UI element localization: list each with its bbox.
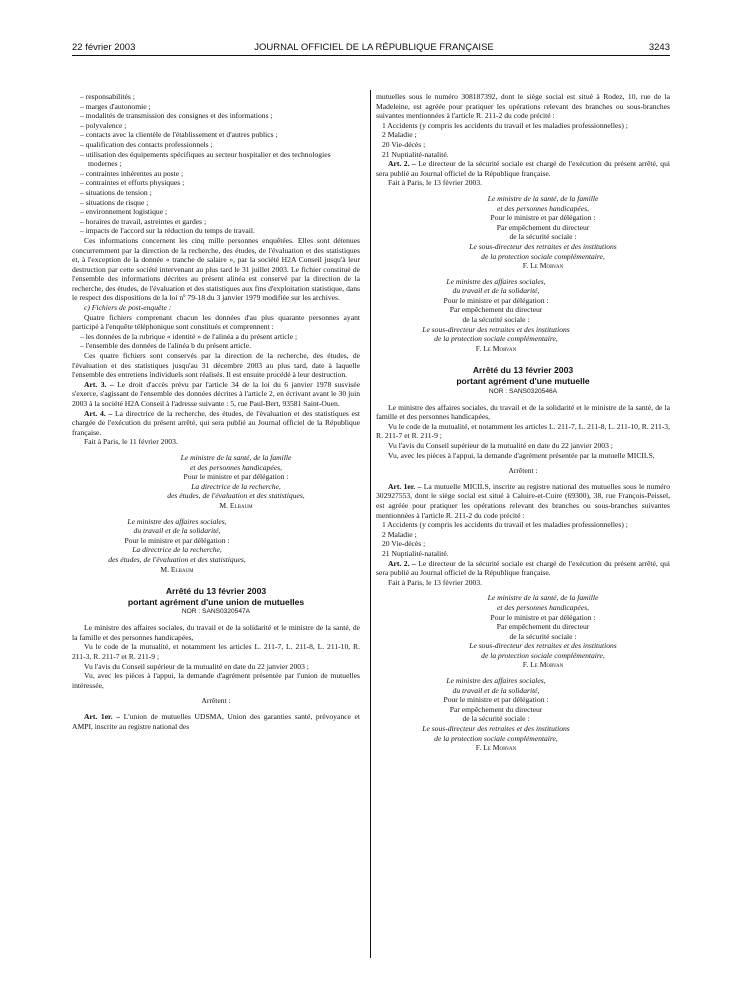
header-journal-title: JOURNAL OFFICIEL DE LA RÉPUBLIQUE FRANÇAISE bbox=[254, 42, 494, 53]
article-4 bbox=[72, 409, 360, 438]
list-item: – horaires de travail, astreintes et gardes ; bbox=[80, 216, 207, 226]
arrete-title: Arrêté du 13 février 2003 bbox=[165, 586, 267, 597]
list-item: – contraintes inhérentes au poste ; bbox=[80, 168, 184, 178]
article-text: L'union de mutuelles UDSMA, Union des garanties santé, prévoyance et AMPI, inscrite au registre national des bbox=[72, 712, 360, 731]
signature-line: Pour le ministre et par délégation : bbox=[443, 695, 549, 705]
article-label: Art. 1er. – bbox=[84, 712, 121, 722]
signature-block bbox=[416, 194, 670, 271]
list-item: 1 Accidents (y compris les accidents du travail et les maladies professionnelles) ; bbox=[382, 120, 628, 130]
list-item: 1 Accidents (y compris les accidents du travail et les maladies professionnelles) ; bbox=[382, 520, 628, 530]
article-label: Art. 3. – bbox=[84, 379, 114, 389]
paragraph: Le ministre des affaires sociales, du travail et de la solidarité et le ministre de la santé, de la famille et des personnes handicapées, bbox=[376, 402, 670, 422]
paragraph: Vu l'avis du Conseil supérieur de la mutualité en date du 22 janvier 2003 ; bbox=[388, 441, 613, 450]
paragraph: mutuelles sous le numéro 308187392, dont le siège social est situé à Rodez, 10, rue de la Madeleine, est agréée pour pratiquer les opérations relevant des branches ou sous-branches suivantes mentionnées à l'article R. 211-2 du code précité : bbox=[376, 92, 670, 121]
signature-line: Pour le ministre et par délégation : bbox=[443, 295, 549, 305]
article-text: Le directeur de la sécurité sociale est chargé de l'exécution du présent arrêté, qui sera publié au Journal officiel de la République française. bbox=[376, 159, 670, 178]
signatory-name: M. Elbaum bbox=[160, 564, 194, 574]
signature-line: et des personnes handicapées, bbox=[497, 203, 589, 213]
signature-line: Par empêchement du directeur bbox=[449, 305, 543, 315]
signature-line: Par empêchement du directeur bbox=[496, 222, 590, 232]
list-item: – qualification des contacts professionnels ; bbox=[80, 139, 213, 149]
signature-line: Pour le ministre et par délégation : bbox=[490, 612, 596, 622]
arretent-label: Arrêtent : bbox=[508, 466, 538, 476]
signature-line: Pour le ministre et par délégation : bbox=[183, 472, 289, 482]
paragraph: Vu, avec les pièces à l'appui, la demande d'agrément présentée par la mutuelle MICILS, bbox=[388, 450, 655, 460]
header-page-number: 3243 bbox=[648, 42, 670, 53]
column-divider bbox=[370, 90, 371, 958]
paragraph: Vu l'avis du Conseil supérieur de la mutualité en date du 22 janvier 2003 ; bbox=[84, 661, 309, 671]
signature-line: Le ministre des affaires sociales, bbox=[446, 676, 546, 686]
list-item: – responsabilités ; bbox=[80, 92, 135, 101]
signature-line: du travail et de la solidarité, bbox=[133, 526, 221, 536]
signature-line: de la sécurité sociale : bbox=[462, 714, 530, 724]
list-item: 2 Maladie ; bbox=[382, 130, 417, 140]
article-1 bbox=[72, 712, 360, 731]
paragraph: Vu le code de la mutualité, et notamment les articles L. 211-7, L. 211-8, L. 211-10, R. 211-3, R. 211-7 et R. 211-9 ; bbox=[376, 421, 670, 441]
signature-line: Le sous-directeur des retraites et des institutions bbox=[469, 241, 617, 251]
signature-line: Par empêchement du directeur bbox=[496, 622, 590, 632]
fait-a-paris: Fait à Paris, le 11 février 2003. bbox=[84, 437, 178, 447]
arrete-subtitle: portant agrément d'une mutuelle bbox=[456, 376, 590, 387]
article-text: Le directeur de la sécurité sociale est chargé de l'exécution du présent arrêté, qui sera publié au Journal officiel de la République française. bbox=[376, 558, 670, 578]
signature-line: Le ministre de la santé, de la famille bbox=[487, 193, 599, 203]
left-column bbox=[72, 92, 360, 731]
signature-block bbox=[72, 517, 282, 575]
article-label: Art. 1er. – bbox=[388, 481, 422, 491]
signature-line: de la sécurité sociale : bbox=[462, 315, 530, 325]
list-item: – polyvalence ; bbox=[80, 120, 127, 130]
paragraph: Le ministre des affaires sociales, du travail et de la solidarité et le ministre de la santé, de la famille et des personnes handicapées, bbox=[72, 623, 360, 642]
fait-a-paris: Fait à Paris, le 13 février 2003. bbox=[388, 577, 483, 587]
signatory-name: F. Le Morvan bbox=[522, 261, 564, 271]
article-3 bbox=[72, 380, 360, 409]
signature-line: Le ministre des affaires sociales, bbox=[127, 516, 227, 526]
paragraph: Vu, avec les pièces à l'appui, la demande d'agrément présentée par l'union de mutuelles intéressée, bbox=[72, 671, 360, 690]
signatory-name: F. Le Morvan bbox=[475, 343, 517, 353]
signature-line: des études, de l'évaluation et des statistiques, bbox=[167, 491, 305, 501]
signature-block bbox=[112, 453, 360, 511]
article-2 bbox=[376, 159, 670, 178]
signature-line: du travail et de la solidarité, bbox=[452, 685, 540, 695]
paragraph: Quatre fichiers comprenant chacun les données d'au plus quarante personnes ayant participé à l'enquête téléphonique sont constitués et comprennent : bbox=[72, 312, 360, 332]
signature-block bbox=[416, 593, 670, 670]
list-item: – l'ensemble des données de l'alinéa b du présent article. bbox=[80, 341, 252, 351]
arrete-subtitle: portant agrément d'une union de mutuelles bbox=[127, 596, 305, 607]
signature-line: de la protection sociale complémentaire, bbox=[481, 251, 605, 261]
signatory-name: M. Elbaum bbox=[219, 500, 253, 510]
article-label: Art. 2. – bbox=[388, 558, 416, 568]
list-item: – modalités de transmission des consignes et des informations ; bbox=[80, 111, 273, 121]
article-text: La directrice de la recherche, des études, de l'évaluation et des statistiques est chargée de l'exécution du présent arrêté, qui sera publié au Journal officiel de la République française. bbox=[72, 408, 360, 437]
nor-reference: NOR : SANS0320547A bbox=[181, 608, 251, 616]
signature-line: Le ministre des affaires sociales, bbox=[446, 276, 546, 286]
signature-line: La directrice de la recherche, bbox=[191, 481, 281, 491]
list-item: – situations de risque ; bbox=[80, 197, 149, 207]
list-item: – environnement logistique ; bbox=[80, 207, 168, 217]
list-item: – situations de tension ; bbox=[80, 187, 152, 197]
list-item: – contacts avec la clientèle de l'établissement et d'autres publics ; bbox=[80, 130, 278, 140]
signature-line: de la protection sociale complémentaire, bbox=[481, 650, 605, 660]
header-rule bbox=[72, 55, 670, 56]
signature-line: Le ministre de la santé, de la famille bbox=[180, 452, 292, 462]
signatory-name: F. Le Morvan bbox=[522, 660, 564, 670]
list-item: – les données de la rubrique « identité » de l'alinéa a du présent article ; bbox=[80, 331, 298, 341]
list-item: – contraintes et efforts physiques ; bbox=[80, 178, 185, 188]
signature-block bbox=[376, 277, 616, 354]
signature-line: des études, de l'évaluation et des statistiques, bbox=[108, 554, 246, 564]
paragraph: c) Fichiers de post-enquête : bbox=[84, 303, 172, 313]
signature-line: de la protection sociale complémentaire, bbox=[434, 733, 558, 743]
list-item: – marges d'autonomie ; bbox=[80, 101, 151, 111]
bullet-list bbox=[72, 92, 360, 236]
signature-line: de la sécurité sociale : bbox=[509, 631, 577, 641]
article-label: Art. 2. – bbox=[388, 159, 416, 169]
paragraph: Vu le code de la mutualité, et notamment les articles L. 211-7, L. 211-8, L. 211-10, R. 211-3, R. 211-7 et R. 211-9 ; bbox=[72, 642, 360, 662]
paragraph: Ces quatre fichiers sont conservés par la direction de la recherche, des études, de l'évaluation et des statistiques jusqu'au 31 décembre 2003 au plus tard, date à laquelle l'ensemble des entretiens individuels sont réalisés. Il est ensuite procédé à leur destruction. bbox=[72, 351, 360, 380]
signature-line: de la protection sociale complémentaire, bbox=[434, 334, 558, 344]
signature-line: de la sécurité sociale : bbox=[509, 232, 577, 242]
signature-line: La directrice de la recherche, bbox=[132, 545, 222, 555]
signature-line: Pour le ministre et par délégation : bbox=[490, 213, 596, 223]
signature-block bbox=[376, 676, 616, 753]
fait-a-paris: Fait à Paris, le 13 février 2003. bbox=[388, 178, 483, 188]
arretent-label: Arrêtent : bbox=[201, 696, 231, 706]
article-label: Art. 4. – bbox=[84, 408, 113, 418]
signature-line: et des personnes handicapées, bbox=[497, 602, 589, 612]
signature-line: Le sous-directeur des retraites et des institutions bbox=[422, 324, 570, 334]
list-item: – impacts de l'accord sur la réduction du temps de travail. bbox=[80, 226, 255, 236]
signature-line: du travail et de la solidarité, bbox=[452, 286, 540, 296]
article-1 bbox=[376, 482, 670, 520]
signature-line: Pour le ministre et par délégation : bbox=[124, 535, 230, 545]
header-date: 22 février 2003 bbox=[72, 42, 136, 53]
signature-line: Le sous-directeur des retraites et des institutions bbox=[469, 641, 617, 651]
article-text: Le droit d'accès prévu par l'article 34 de la loi du 6 janvier 1978 susvisée s'exerce, s'agissant de l'ensemble des données décrites à l'article 2, en écrivant avant le 30 juin 2003 à la société H2A Conseil à l'adresse suivante : 5, rue Paul-Bert, 93581 Saint-Ouen. bbox=[72, 379, 360, 408]
arrete-title: Arrêté du 13 février 2003 bbox=[472, 365, 574, 376]
article-text: La mutuelle MICILS, inscrite au registre national des mutuelles sous le numéro 302927553, dont le siège social est situé à Caluire-et-Cuire (69300), 38, rue François-Peissel, est agréée pour pratiquer les opérations relevant des branches ou sous-branches suivantes mentionnées à l'article R. 211-2 du code précité : bbox=[376, 481, 670, 520]
list-item: 2 Maladie ; bbox=[382, 529, 417, 539]
list-item: 21 Nuptialité-natalité. bbox=[382, 149, 449, 159]
list-item: – utilisation des équipements spécifiques au secteur hospitalier et des technologies modernes ; bbox=[80, 149, 331, 169]
list-item: 20 Vie-décès ; bbox=[382, 539, 426, 549]
right-column bbox=[376, 92, 670, 753]
paragraph: Ces informations concernent les cinq mille personnes enquêtées. Elles sont détenues concurremment par la direction de la recherche, des études, de l'évaluation et des statistiques et, à l'exception de la donnée « tranche de salaire », par la société H2A Conseil jusqu'à leur destruction par cette société intervenant au plus tard le 31 juillet 2003. Le fichier constitué de l'ensemble des informations décrites au présent alinéa est conservé par la direction de la recherche, des études, de l'évaluation et des statistiques aux fins d'exploitation statistique, dans le respect des dispositions de la loi nº 79-18 du 3 janvier 1979 modifiée sur les archives. bbox=[72, 235, 360, 303]
nor-reference: NOR : SANS0320546A bbox=[488, 387, 558, 395]
signature-line: Par empêchement du directeur bbox=[449, 704, 543, 714]
list-item: 20 Vie-décès ; bbox=[382, 139, 426, 149]
article-2 bbox=[376, 559, 670, 578]
signature-line: et des personnes handicapées, bbox=[190, 462, 282, 472]
signatory-name: F. Le Morvan bbox=[475, 743, 517, 753]
signature-line: Le ministre de la santé, de la famille bbox=[487, 593, 599, 603]
list-item: 21 Nuptialité-natalité. bbox=[382, 548, 449, 558]
signature-line: Le sous-directeur des retraites et des institutions bbox=[422, 724, 570, 734]
